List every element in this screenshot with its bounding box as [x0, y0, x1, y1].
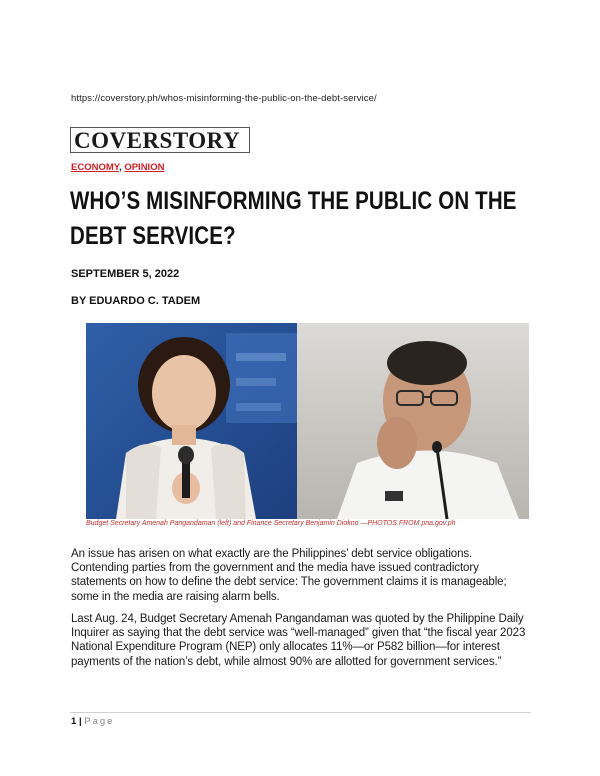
category-opinion-link[interactable]: OPINION [124, 162, 165, 173]
article-paragraph: Last Aug. 24, Budget Secretary Amenah Pangandaman was quoted by the Philippine Daily Inquirer as saying that the debt service was “well-managed” given that “the fiscal year 2023 National Expenditure Program (NEP) only allocates 11%—or P582 billion—for interest payments of the nation’s debt, while almost 90% are allotted for government services.” [71, 613, 526, 668]
page-footer [71, 716, 114, 727]
category-separator: , [119, 162, 122, 173]
article-paragraph: An issue has arisen on what exactly are the Philippines’ debt service obligations. Contending parties from the government and the media have issued contradictory statements on how to define the debt service: The government claims it is manageable; some in the media are raising alarm bells. [71, 548, 507, 603]
footer-separator: | [78, 716, 82, 727]
article-byline: BY EDUARDO C. TADEM [71, 295, 201, 307]
coverstory-logo [70, 127, 250, 153]
article-photo [86, 323, 529, 519]
page-label: Page [84, 716, 115, 727]
article-title: WHO’S MISINFORMING THE PUBLIC ON THE DEBT SERVICE? [70, 187, 517, 250]
page-number: 1 [71, 716, 77, 727]
category-links [71, 162, 164, 173]
source-url[interactable]: https://coverstory.ph/whos-misinforming-the-public-on-the-debt-service/ [71, 93, 377, 104]
photo-budget-secretary [86, 323, 297, 519]
footer-divider [70, 712, 531, 713]
category-economy-link[interactable]: ECONOMY [71, 162, 120, 173]
photo-caption: Budget Secretary Amenah Pangandaman (left) and Finance Secretary Benjamin Diokno —PHOTOS FROM pna.gov.ph [86, 520, 456, 527]
logo-text: COVERSTORY [74, 127, 241, 153]
photo-finance-secretary [297, 323, 529, 519]
article-date: SEPTEMBER 5, 2022 [71, 268, 180, 280]
